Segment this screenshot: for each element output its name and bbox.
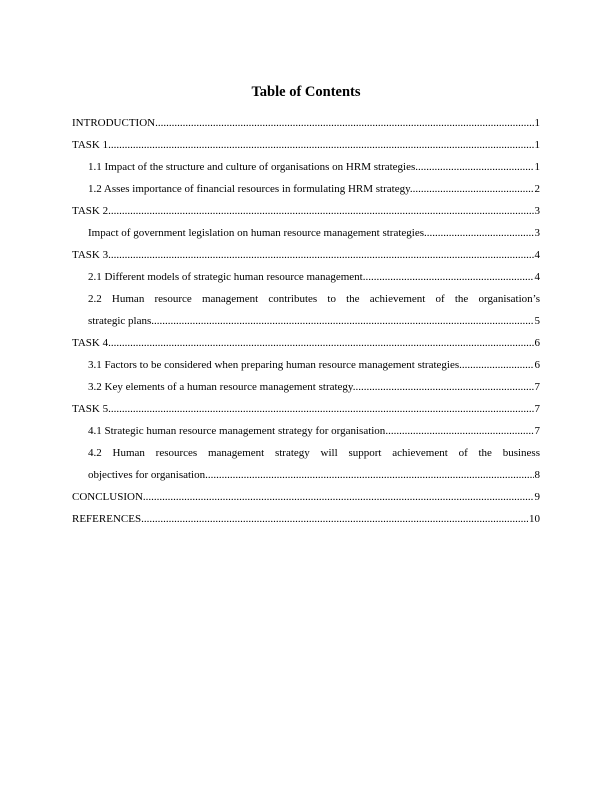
toc-entry-text: INTRODUCTION .....	[72, 112, 534, 134]
toc-entry-page: 8	[534, 469, 540, 481]
toc-entry-task-1[interactable]	[72, 134, 540, 156]
toc-entry-text: TASK 1 .....	[72, 134, 534, 156]
toc-entry-page: 3	[534, 205, 540, 217]
toc-entry-text: TASK 4 .....	[72, 332, 534, 354]
toc-entry-conclusion[interactable]	[72, 486, 540, 508]
toc-entry-page: 10	[529, 513, 540, 525]
toc-entry-page: 4	[534, 249, 540, 261]
toc-entry-page: 1	[534, 117, 540, 129]
toc-entry-text: REFERENCES .....	[72, 508, 528, 530]
toc-entry-page: 7	[534, 403, 540, 415]
toc-entry-text-line2: strategic plans .....	[88, 310, 534, 332]
toc-entry-page: 7	[534, 381, 540, 393]
toc-entry-page: 6	[534, 359, 540, 371]
toc-entry-introduction[interactable]	[72, 112, 540, 134]
toc-entry-task-2[interactable]	[72, 200, 540, 222]
toc-entry-text: TASK 3 .....	[72, 244, 534, 266]
toc-entry-2-1[interactable]	[72, 266, 540, 288]
toc-entry-text: 3.1 Factors to be considered when preparing human resource management strategies .....	[88, 354, 534, 376]
toc-entry-task-5[interactable]	[72, 398, 540, 420]
toc-entry-references[interactable]	[72, 508, 540, 530]
toc-entry-text: Impact of government legislation on human resource management strategies .....	[88, 222, 534, 244]
toc-entry-text-line1: 4.2 Human resources management strategy will support achievement of the business	[88, 447, 540, 459]
toc-entry-page: 7	[534, 425, 540, 437]
toc-entry-3-2[interactable]	[72, 376, 540, 398]
toc-entry-page: 6	[534, 337, 540, 349]
table-of-contents	[72, 112, 540, 530]
toc-entry-page: 5	[534, 315, 540, 327]
toc-entry-page: 4	[534, 271, 540, 283]
toc-entry-text: 1.1 Impact of the structure and culture of organisations on HRM strategies .....	[88, 156, 534, 178]
toc-entry-text: 4.1 Strategic human resource management strategy for organisation .....	[88, 420, 534, 442]
toc-title: Table of Contents	[251, 84, 361, 100]
toc-entry-page: 2	[534, 183, 540, 195]
toc-entry-2-2[interactable]	[72, 288, 540, 332]
toc-entry-4-1[interactable]	[72, 420, 540, 442]
toc-entry-page: 1	[534, 161, 540, 173]
toc-entry-page: 9	[534, 491, 540, 503]
toc-entry-text: 3.2 Key elements of a human resource management strategy .....	[88, 376, 534, 398]
toc-entry-1-2[interactable]	[72, 178, 540, 200]
toc-entry-1-1[interactable]	[72, 156, 540, 178]
toc-entry-text-line1: 2.2 Human resource management contributes to the achievement of the organisation’s	[88, 293, 540, 305]
toc-entry-4-2[interactable]	[72, 442, 540, 486]
toc-entry-text-line2: objectives for organisation .....	[88, 464, 534, 486]
toc-entry-page: 3	[534, 227, 540, 239]
toc-entry-task-4[interactable]	[72, 332, 540, 354]
toc-entry-text: TASK 5 .....	[72, 398, 534, 420]
toc-entry-government-legislation[interactable]	[72, 222, 540, 244]
toc-entry-text: 1.2 Asses importance of financial resources in formulating HRM strategy .....	[88, 178, 534, 200]
toc-entry-page: 1	[534, 139, 540, 151]
toc-entry-text: TASK 2 .....	[72, 200, 534, 222]
toc-entry-text: 2.1 Different models of strategic human resource management .....	[88, 266, 534, 288]
toc-entry-text: CONCLUSION .....	[72, 486, 534, 508]
toc-entry-3-1[interactable]	[72, 354, 540, 376]
toc-entry-task-3[interactable]	[72, 244, 540, 266]
